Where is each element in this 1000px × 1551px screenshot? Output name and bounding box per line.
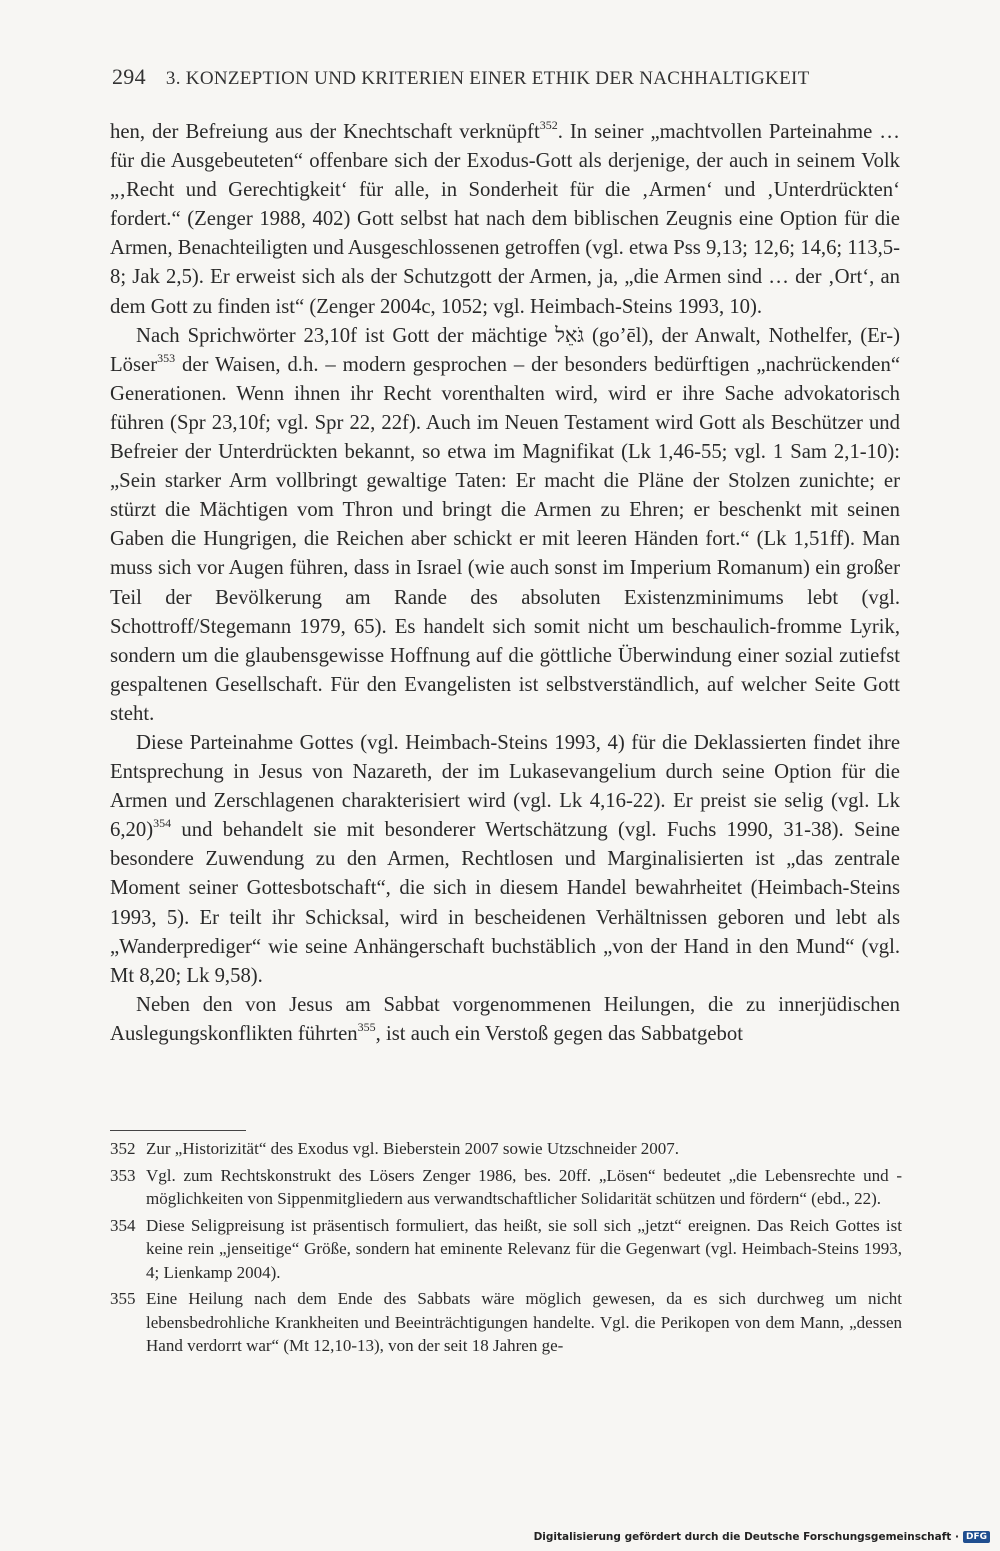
footnote-ref-352[interactable]: 352 xyxy=(539,118,558,132)
paragraph-2 xyxy=(110,322,900,729)
paragraph-4 xyxy=(110,991,900,1049)
dfg-logo-icon: DFG xyxy=(963,1531,990,1543)
main-text xyxy=(110,118,900,1049)
credit-text: Digitalisierung gefördert durch die Deutsche Forschungsgemeinschaft · xyxy=(533,1531,959,1543)
page-number: 294 xyxy=(112,64,146,89)
paragraph-text: Neben den von Jesus am Sabbat vorgenommenen Heilungen, die zu innerjüdischen Auslegungskonflikten führten xyxy=(110,993,900,1045)
footnote-ref-354[interactable]: 354 xyxy=(153,816,172,831)
paragraph-3 xyxy=(110,729,900,991)
footnote-divider xyxy=(110,1130,246,1131)
footnote-text: Vgl. zum Rechtskonstrukt des Lösers Zenger 1986, bes. 20ff. „Lösen“ bedeutet „die Lebensrechte und -möglichkeiten von Sippenmitgliedern aus verwandtschaftlicher Solidarität schützen und fördern“ (ebd., 22). xyxy=(146,1165,902,1208)
running-title: 3. KONZEPTION UND KRITERIEN EINER ETHIK DER NACHHALTIGKEIT xyxy=(165,68,810,89)
running-header xyxy=(112,64,902,90)
footnote-number: 354 xyxy=(110,1215,136,1235)
footnotes xyxy=(110,1137,902,1361)
paragraph-text: Diese Parteinahme Gottes (vgl. Heimbach-Steins 1993, 4) für die Deklassierten findet ihre Entsprechung in Jesus von Nazareth, der im Lukasevangelium durch seine Option für die Armen und Zerschlagenen charakterisiert wird (vgl. Lk 4,16-22). Er preist sie selig (vgl. Lk 6,20) xyxy=(110,731,900,842)
paragraph-text: und behandelt sie mit besonderer Wertschätzung (vgl. Fuchs 1990, 31-38). Seine besondere Zuwendung zu den Armen, Rechtlosen und Marginalisierten ist „das zentrale Moment seiner Gottesbotschaft“, die sich in diesem Handel bewahrheitet (Heimbach-Steins 1993, 5). Er teilt ihr Schicksal, wird in bescheidenen Verhältnissen geboren und lebt als „Wanderprediger“ wie seine Anhängerschaft buchstäblich „von der Hand in den Mund“ (vgl. Mt 8,20; Lk 9,58). xyxy=(110,819,900,987)
footnote-number: 353 xyxy=(110,1165,136,1185)
footnote-number: 355 xyxy=(110,1289,136,1308)
paragraph-text: der Waisen, d.h. – modern gesprochen – der besonders bedürftigen „nachrückenden“ Generationen. Wenn ihnen ihr Recht vorenthalten wird, wird er ihre Sache advokatorisch führen (Spr 23,10f; vgl. Spr 22, 22f). Auch im Neuen Testament wird Gott als Beschützer und Befreier der Unterdrückten bekannt, so etwa im Magnifikat (Lk 1,46-55; vgl. 1 Sam 2,1-10): „Sein starker Arm vollbringt gewaltige Taten: Er macht die Pläne der Stolzen zunichte; er stürzt die Mächtigen vom Thron und bringt die Armen zu Ehren; er beschenkt mit seinen Gaben die Hungrigen, die Reichen aber schickt er mit leeren Händen fort.“ (Lk 1,51ff). Man muss sich vor Augen führen, dass in Israel (wie auch sonst im Imperium Romanum) ein großer Teil der Bevölkerung am Rande des absoluten Existenzminimums lebt (vgl. Schottroff/Stegemann 1979, 65). Es handelt sich somit nicht um beschaulich-fromme Lyrik, sondern um die glaubensgewisse Hoffnung auf die göttliche Überwindung einer sozial zutiefst gespaltenen Gesellschaft. Für den Evangelisten ist selbstverständlich, auf welcher Seite Gott steht. xyxy=(110,353,900,725)
footnote-ref-353[interactable]: 353 xyxy=(157,350,176,365)
footnote-number: 352 xyxy=(110,1139,136,1158)
footnote xyxy=(110,1137,902,1161)
paragraph-text: , ist auch ein Verstoß gegen das Sabbatgebot xyxy=(375,1022,743,1045)
footnote-text: Diese Seligpreisung ist präsentisch formuliert, das heißt, sie soll sich „jetzt“ ereignen. Das Reich Gottes ist keine rein „jenseitige“ Größe, sondern hat eminente Relevanz für die Gegenwart (vgl. Heimbach-Steins 1993, 4; Lienkamp 2004). xyxy=(146,1215,902,1282)
digitization-credit xyxy=(534,1531,990,1543)
paragraph-text: . In seiner „machtvollen Parteinahme … für die Ausgebeuteten“ offenbare sich der Exodus-Gott als derjenige, der auch in seinem Volk „‚Recht und Gerechtigkeit‘ für alle, in Sonderheit für die ‚Armen‘ und ‚Unterdrückten‘ fordert.“ (Zenger 1988, 402) Gott selbst hat nach dem biblischen Zeugnis eine Option für die Armen, Benachteiligten und Ausgeschlossenen getroffen (vgl. etwa Pss 9,13; 12,6; 14,6; 113,5-8; Jak 2,5). Er erweist sich als der Schutzgott der Armen, ja, „die Armen sind … der ‚Ort‘, an dem Gott zu finden ist“ (Zenger 2004c, 1052; vgl. Heimbach-Steins 1993, 10). xyxy=(110,121,901,318)
footnote xyxy=(110,1287,902,1358)
paragraph-text: Nach Sprichwörter 23,10f ist Gott der mächtige גֹּאֵל (go’ēl), der Anwalt, Nothelfer, (Er-) Löser xyxy=(110,324,900,376)
footnote-ref-355[interactable]: 355 xyxy=(357,1019,376,1034)
footnote xyxy=(110,1214,902,1285)
paragraph-1 xyxy=(110,118,900,322)
footnote xyxy=(110,1164,902,1211)
footnote-text: Eine Heilung nach dem Ende des Sabbats wäre möglich gewesen, da es sich durchweg um nicht lebensbedrohliche Krankheiten und Beeinträchtigungen handelte. Vgl. die Perikopen von dem Mann, „dessen Hand verdorrt war“ (Mt 12,10-13), von der seit 18 Jahren ge- xyxy=(146,1289,902,1355)
paragraph-text: hen, der Befreiung aus der Knechtschaft verknüpft xyxy=(110,121,540,143)
footnote-text: Zur „Historizität“ des Exodus vgl. Bieberstein 2007 sowie Utzschneider 2007. xyxy=(146,1139,680,1158)
